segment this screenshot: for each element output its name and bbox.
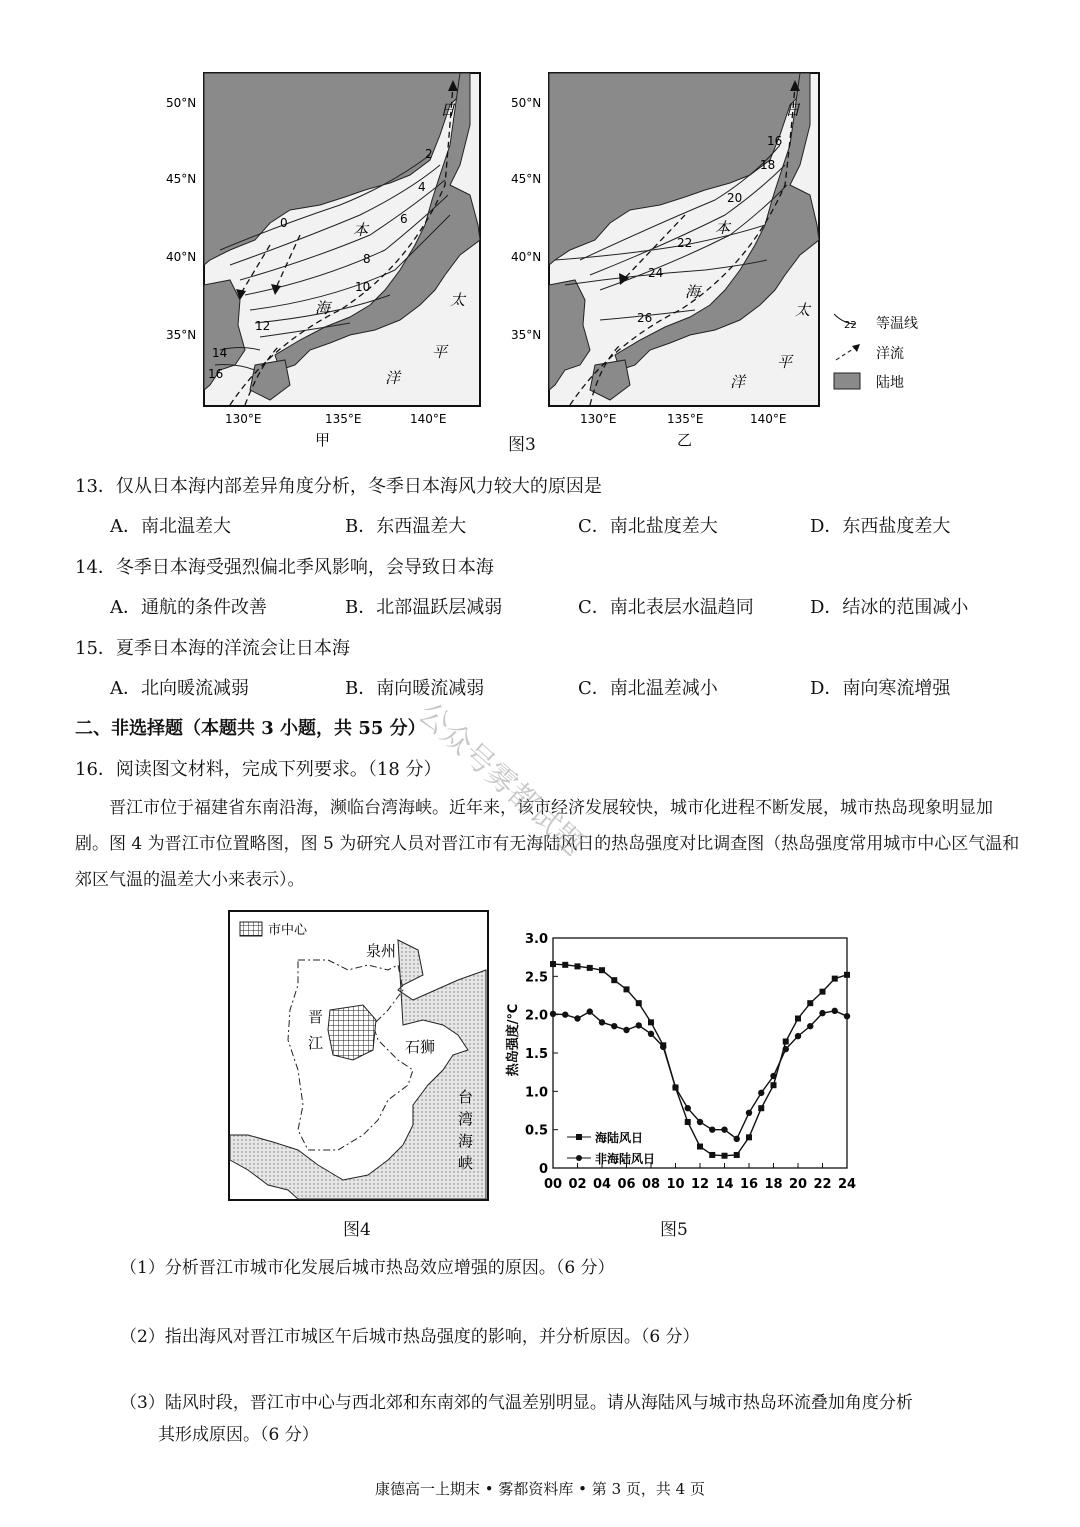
series-2-point <box>672 1084 678 1090</box>
fig4-strait-1: 台 <box>458 1088 474 1106</box>
series-2-point <box>844 1013 850 1019</box>
fig4-strait-3: 海 <box>458 1132 474 1150</box>
x-tick-label: 22 <box>813 1177 832 1192</box>
lon-140: 140°E <box>750 412 787 426</box>
map-yi-label: 乙 <box>677 431 693 449</box>
figure5-chart <box>495 920 870 1210</box>
iso-4: 4 <box>418 180 426 194</box>
char-ri: 日 <box>440 101 456 119</box>
series-1-point <box>709 1152 715 1158</box>
char-ben: 本 <box>353 221 369 239</box>
fig4-quanzhou: 泉州 <box>366 942 397 960</box>
x-tick-label: 12 <box>690 1177 710 1192</box>
series-1-point <box>611 977 617 983</box>
series-2-point <box>734 1136 740 1142</box>
fig4-jin: 晋 <box>308 1008 324 1026</box>
q13-option-c: C．南北盐度差大 <box>578 516 718 537</box>
fig4-legend-center: 市中心 <box>268 923 308 938</box>
series-2-point <box>660 1044 666 1050</box>
series-1-point <box>575 963 581 969</box>
x-tick-label: 18 <box>764 1177 783 1192</box>
iso-24: 24 <box>648 266 664 280</box>
series-2-point <box>636 1022 642 1028</box>
q13-option-a: A．南北温差大 <box>110 516 231 537</box>
iso-6: 6 <box>400 212 408 226</box>
iso-20: 20 <box>727 191 743 205</box>
x-tick-label: 16 <box>739 1177 759 1192</box>
iso-10: 10 <box>355 280 371 294</box>
series-2-point <box>709 1126 715 1132</box>
figure5-caption: 图5 <box>660 1220 688 1240</box>
lat-35: 35°N <box>166 328 197 342</box>
series-2-point <box>697 1119 703 1125</box>
lon-135: 135°E <box>325 412 362 426</box>
q16-material: 晋江市位于福建省东南沿海，濒临台湾海峡。近年来，该市经济发展较快，城市化进程不断发展，城市热岛现象明显加剧。图 4 为晋江市位置略图，图 5 为研究人员对晋江市有无海陆风日的热岛强度对比调查图（热岛强度常用城市中心区气温和郊区气温的温差大小来表示）。 <box>75 798 1020 890</box>
y-tick-label: 1.5 <box>524 1047 548 1062</box>
iso-0: 0 <box>280 216 288 230</box>
series-1-point <box>697 1144 703 1150</box>
legend-current: 洋流 <box>876 346 904 362</box>
series-1-point <box>599 967 605 973</box>
q14-option-d: D．结冰的范围减小 <box>810 597 969 618</box>
series-2-point <box>783 1046 789 1052</box>
q16-sub3a: （3）陆风时段，晋江市中心与西北郊和东南郊的气温差别明显。请从海陆风与城市热岛环流叠加角度分析 <box>120 1393 913 1413</box>
x-tick-label: 10 <box>666 1177 685 1192</box>
q14-option-b: B．北部温跃层减弱 <box>345 597 503 618</box>
x-tick-label: 00 <box>543 1177 563 1192</box>
char-ping: 平 <box>432 343 448 361</box>
series-1-point <box>722 1153 728 1159</box>
char-yang: 洋 <box>385 369 401 387</box>
series-1-point <box>844 972 850 978</box>
lon-135: 135°E <box>667 412 704 426</box>
figure4-caption: 图4 <box>343 1220 371 1240</box>
char-hai: 海 <box>315 299 331 317</box>
series-1-point <box>685 1119 691 1125</box>
y-tick-label: 0.5 <box>524 1123 548 1139</box>
q14-option-c: C．南北表层水温趋同 <box>578 597 754 618</box>
q15-option-c: C．南北温差减小 <box>578 678 718 699</box>
lat-50: 50°N <box>511 96 542 110</box>
q15-option-a: A．北向暖流减弱 <box>110 678 249 699</box>
legend-series-2: 非海陆风日 <box>595 1152 656 1166</box>
series-2-point <box>807 1023 813 1029</box>
char-ping: 平 <box>777 353 793 371</box>
map-yi <box>505 65 825 455</box>
iso-14: 14 <box>212 346 228 360</box>
series-1-point <box>820 989 826 995</box>
x-tick-label: 14 <box>715 1177 734 1192</box>
series-2-point <box>721 1126 727 1132</box>
figure4-map <box>228 910 490 1202</box>
lat-45: 45°N <box>511 172 542 186</box>
lat-50: 50°N <box>166 96 197 110</box>
series-1-point <box>734 1152 740 1158</box>
q14-stem: 14．冬季日本海受强烈偏北季风影响，会导致日本海 <box>75 557 494 578</box>
lat-40: 40°N <box>511 250 542 264</box>
char-hai: 海 <box>685 283 701 301</box>
x-tick-label: 06 <box>617 1177 636 1192</box>
series-line-1 <box>553 964 847 1156</box>
watermark: 公众号雾都试题 <box>411 695 591 863</box>
x-tick-label: 02 <box>568 1177 587 1192</box>
series-2-point <box>587 1008 593 1014</box>
series-2-point <box>758 1090 764 1096</box>
iso-18: 18 <box>760 158 776 172</box>
map-jia-label: 甲 <box>315 431 331 449</box>
series-2-point <box>795 1033 801 1039</box>
iso-26: 26 <box>637 311 653 325</box>
q16-sub2: （2）指出海风对晋江市城区午后城市热岛强度的影响，并分析原因。（6 分） <box>120 1327 700 1347</box>
figure3-caption: 图3 <box>508 435 536 455</box>
lon-130: 130°E <box>225 412 262 426</box>
lon-130: 130°E <box>580 412 617 426</box>
q13-option-b: B．东西温差大 <box>345 516 467 537</box>
x-tick-label: 08 <box>641 1177 661 1192</box>
series-1-point <box>746 1134 752 1140</box>
x-tick-label: 24 <box>837 1177 857 1192</box>
iso-22: 22 <box>677 236 693 250</box>
series-2-point <box>832 1008 838 1014</box>
series-2-point <box>550 1011 556 1017</box>
chart-ylabel: 热岛强度/℃ <box>506 1003 521 1077</box>
series-1-point <box>758 1105 764 1111</box>
lat-40: 40°N <box>166 250 197 264</box>
legend-land: 陆地 <box>876 375 904 391</box>
q13-option-d: D．东西盐度差大 <box>810 516 951 537</box>
legend-isotherm: 等温线 <box>876 316 918 332</box>
char-ben: 本 <box>715 219 731 237</box>
legend-series-1: 海陆风日 <box>595 1131 644 1145</box>
lon-140: 140°E <box>410 412 447 426</box>
q14-option-a: A．通航的条件改善 <box>110 597 267 618</box>
series-1-point <box>807 1000 813 1006</box>
y-tick-label: 2.0 <box>524 1008 548 1024</box>
series-1-point <box>587 965 593 971</box>
fig4-jiang: 江 <box>308 1034 324 1052</box>
char-tai: 太 <box>795 301 811 319</box>
lat-45: 45°N <box>166 172 197 186</box>
section-heading: 二、非选择题（本题共 3 小题，共 55 分） <box>75 718 426 739</box>
legend-isotherm-sample: 22 <box>844 320 857 331</box>
iso-8: 8 <box>363 252 371 266</box>
series-1-point <box>624 986 630 992</box>
q16-sub1: （1）分析晋江市城市化发展后城市热岛效应增强的原因。（6 分） <box>120 1258 615 1278</box>
fig4-strait-2: 湾 <box>458 1110 474 1128</box>
iso-16: 16 <box>767 134 783 148</box>
x-tick-label: 20 <box>788 1177 808 1192</box>
y-tick-label: 2.5 <box>524 970 548 986</box>
series-2-point <box>623 1027 629 1033</box>
q16-sub3b: 其形成原因。（6 分） <box>158 1425 319 1445</box>
y-tick-label: 0 <box>538 1162 548 1177</box>
series-1-point <box>783 1039 789 1045</box>
fig4-strait-4: 峡 <box>458 1154 474 1172</box>
y-tick-label: 3.0 <box>524 932 548 947</box>
char-ri: 日 <box>785 101 801 119</box>
iso-12: 12 <box>255 319 271 333</box>
q16-stem: 16．阅读图文材料，完成下列要求。（18 分） <box>75 759 442 780</box>
q13-stem: 13．仅从日本海内部差异角度分析，冬季日本海风力较大的原因是 <box>75 476 602 497</box>
map-jia <box>160 65 490 455</box>
iso-16: 16 <box>208 367 224 381</box>
series-2-point <box>746 1110 752 1116</box>
series-1-point <box>771 1082 777 1088</box>
series-2-point <box>685 1105 691 1111</box>
series-2-point <box>770 1073 776 1079</box>
series-2-point <box>562 1011 568 1017</box>
char-yang: 洋 <box>730 373 746 391</box>
y-tick-label: 1.0 <box>524 1085 548 1101</box>
series-2-point <box>599 1019 605 1025</box>
series-2-point <box>574 1015 580 1021</box>
page-footer: 康德高一上期末 • 雾都资料库 • 第 3 页，共 4 页 <box>375 1480 705 1498</box>
lat-35: 35°N <box>511 328 542 342</box>
iso-2: 2 <box>425 147 433 161</box>
series-2-point <box>819 1010 825 1016</box>
series-1-point <box>562 962 568 968</box>
series-2-point <box>648 1031 654 1037</box>
series-1-point <box>648 1019 654 1025</box>
fig4-shishi: 石狮 <box>405 1038 436 1056</box>
series-1-point <box>636 1000 642 1006</box>
figure3-legend <box>832 308 942 398</box>
q15-option-b: B．南向暖流减弱 <box>345 678 485 699</box>
series-2-point <box>611 1023 617 1029</box>
series-1-point <box>550 961 556 967</box>
q15-stem: 15．夏季日本海的洋流会让日本海 <box>75 638 350 659</box>
q15-option-d: D．南向寒流增强 <box>810 678 951 699</box>
char-tai: 太 <box>450 291 466 309</box>
series-1-point <box>832 976 838 982</box>
x-tick-label: 04 <box>592 1177 612 1192</box>
series-1-point <box>795 1016 801 1022</box>
